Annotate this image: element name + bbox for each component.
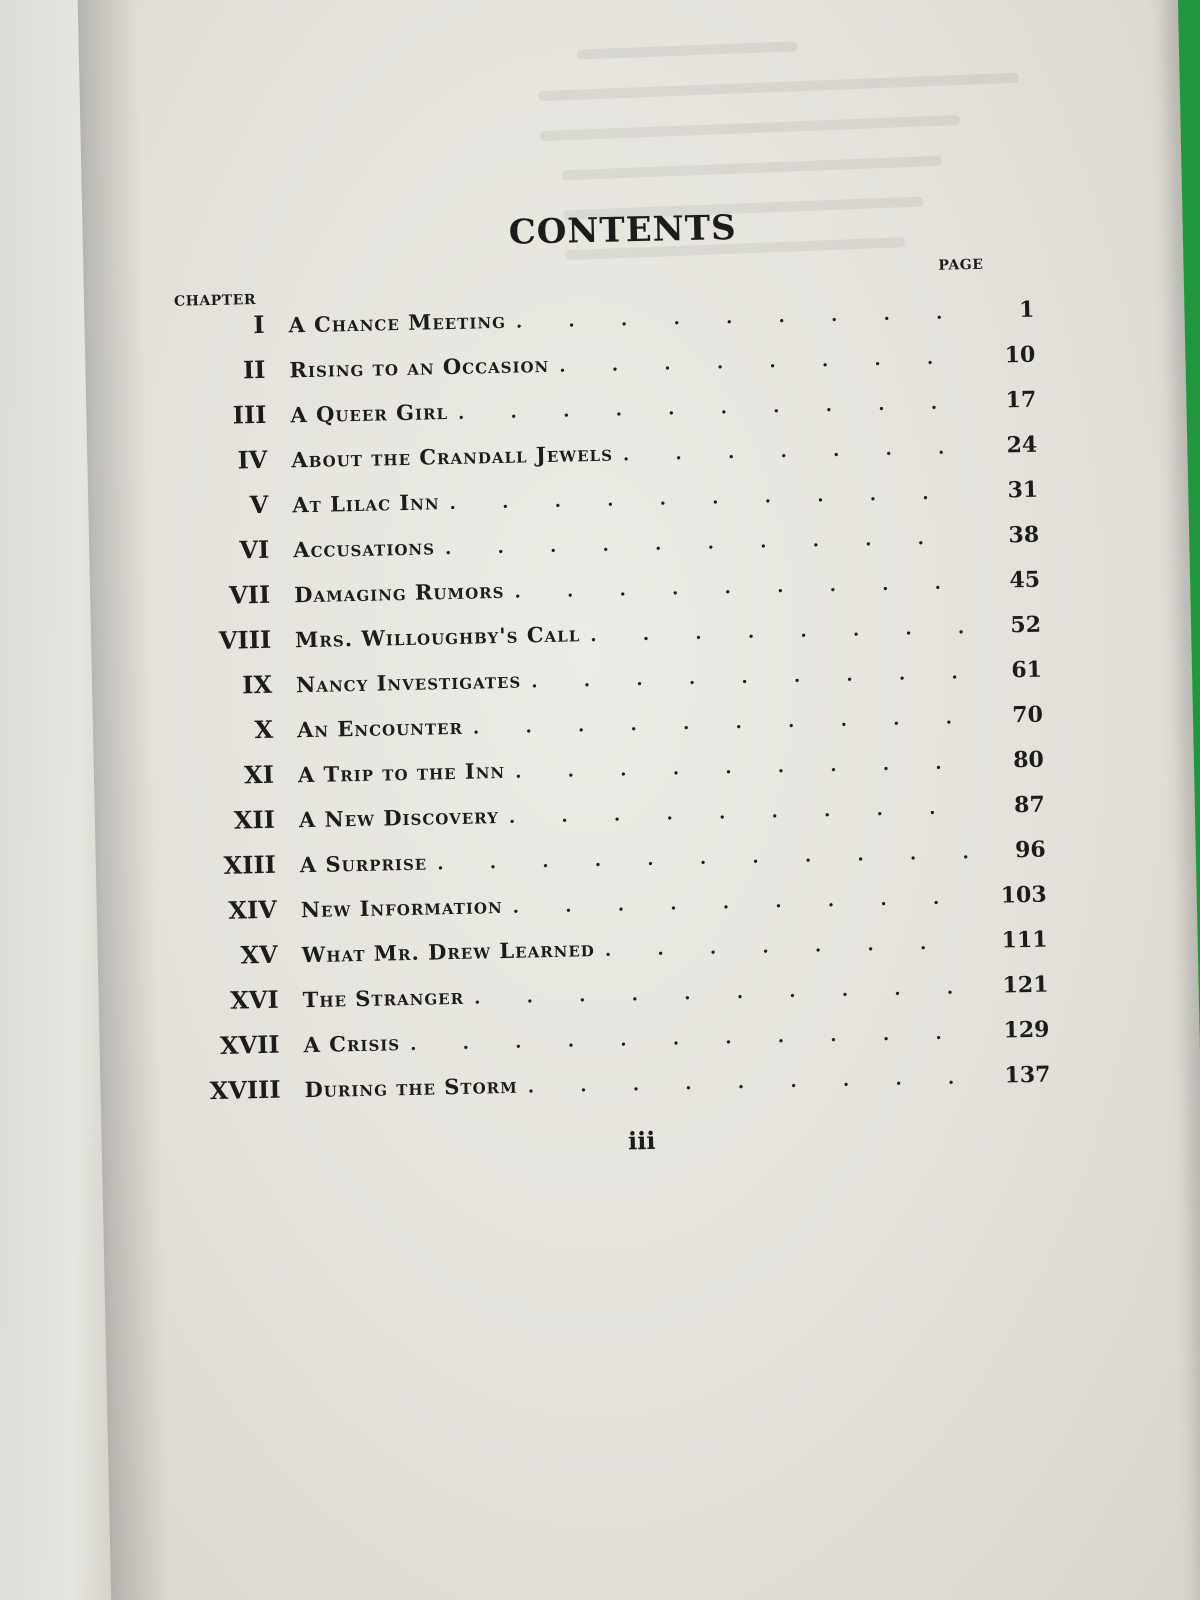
page-number: 17 bbox=[1005, 386, 1037, 414]
dot-leader bbox=[605, 932, 974, 961]
dot-leader bbox=[474, 977, 975, 1008]
page-number: 121 bbox=[1002, 971, 1049, 999]
chapter-title: A Queer Girl bbox=[290, 399, 449, 428]
chapter-title: Damaging Rumors bbox=[293, 577, 505, 608]
chapter-numeral: XVII bbox=[219, 1029, 280, 1060]
page-folio: iii bbox=[627, 1125, 656, 1156]
page-number: 31 bbox=[1007, 476, 1039, 504]
dot-leader bbox=[449, 482, 964, 514]
dot-leader bbox=[445, 527, 966, 559]
page-number: 38 bbox=[1008, 521, 1040, 549]
chapter-title: A New Discovery bbox=[298, 803, 500, 833]
dot-leader bbox=[458, 392, 963, 424]
chapter-numeral: XVIII bbox=[209, 1074, 281, 1106]
chapter-title: A Chance Meeting bbox=[288, 307, 507, 338]
chapter-numeral: II bbox=[242, 354, 266, 385]
chapter-title: Accusations bbox=[293, 534, 436, 563]
dot-leader bbox=[473, 707, 969, 738]
chapter-numeral: XIV bbox=[228, 894, 278, 925]
page-number: 24 bbox=[1006, 431, 1038, 459]
chapter-title: Mrs. Willoughby's Call bbox=[294, 621, 581, 653]
page-number: 10 bbox=[1004, 341, 1036, 369]
chapter-title: At Lilac Inn bbox=[292, 489, 440, 518]
chapter-title: A Trip to the Inn bbox=[297, 757, 506, 788]
dot-leader bbox=[623, 437, 964, 465]
dot-leader bbox=[509, 797, 971, 828]
chapter-title: What Mr. Drew Learned bbox=[301, 936, 596, 968]
chapter-title: An Encounter bbox=[296, 713, 464, 743]
contents-section bbox=[172, 202, 1052, 1165]
page-number: 103 bbox=[1000, 881, 1047, 909]
chapter-numeral: VI bbox=[239, 534, 270, 565]
page-number: 80 bbox=[1012, 746, 1045, 774]
page-number: 61 bbox=[1011, 656, 1043, 684]
dot-leader bbox=[437, 842, 972, 874]
table-of-contents bbox=[174, 294, 1051, 1122]
page-number: 111 bbox=[1001, 926, 1048, 954]
chapter-numeral: XV bbox=[240, 939, 279, 970]
chapter-numeral: XII bbox=[233, 804, 276, 835]
page-number: 96 bbox=[1014, 836, 1046, 864]
page-number: 87 bbox=[1013, 791, 1046, 819]
chapter-title: A Crisis bbox=[303, 1030, 401, 1058]
chapter-title: Rising to an Occasion bbox=[289, 351, 550, 383]
chapter-numeral: XIII bbox=[223, 849, 277, 880]
dot-leader bbox=[410, 1022, 976, 1055]
chapter-title: New Information bbox=[300, 893, 503, 923]
chapter-numeral: X bbox=[254, 714, 274, 745]
chapter-numeral: IX bbox=[241, 669, 273, 700]
dot-leader bbox=[512, 887, 972, 918]
page-number: 137 bbox=[1004, 1061, 1051, 1089]
page-number: 45 bbox=[1009, 566, 1041, 594]
page-title: CONTENTS bbox=[508, 207, 737, 253]
page-column-label: PAGE bbox=[938, 256, 984, 274]
page-number: 129 bbox=[1003, 1016, 1050, 1044]
book-page bbox=[77, 0, 1200, 1600]
page-number: 52 bbox=[1010, 611, 1042, 639]
chapter-numeral: I bbox=[253, 309, 265, 340]
chapter-numeral: IV bbox=[237, 444, 268, 475]
dot-leader bbox=[528, 1067, 977, 1097]
chapter-title: During the Storm bbox=[304, 1072, 518, 1103]
chapter-numeral: XI bbox=[243, 759, 275, 790]
dot-leader bbox=[514, 572, 966, 602]
chapter-title: About the Crandall Jewels bbox=[291, 440, 614, 473]
dot-leader bbox=[515, 752, 970, 783]
chapter-column-label: CHAPTER bbox=[173, 292, 257, 310]
chapter-numeral: XVI bbox=[229, 984, 279, 1015]
chapter-title: Nancy Investigates bbox=[295, 667, 522, 698]
dot-leader bbox=[590, 617, 967, 646]
page-number: 1 bbox=[1018, 296, 1035, 324]
chapter-numeral: III bbox=[232, 399, 267, 430]
chapter-title: A Surprise bbox=[299, 849, 428, 878]
dot-leader bbox=[516, 302, 961, 332]
chapter-numeral: VIII bbox=[218, 624, 272, 655]
chapter-numeral: V bbox=[249, 489, 269, 520]
page-number: 70 bbox=[1011, 701, 1044, 729]
chapter-title: The Stranger bbox=[302, 983, 465, 1013]
dot-leader bbox=[559, 347, 962, 376]
chapter-numeral: VII bbox=[228, 579, 271, 610]
dot-leader bbox=[531, 662, 968, 692]
